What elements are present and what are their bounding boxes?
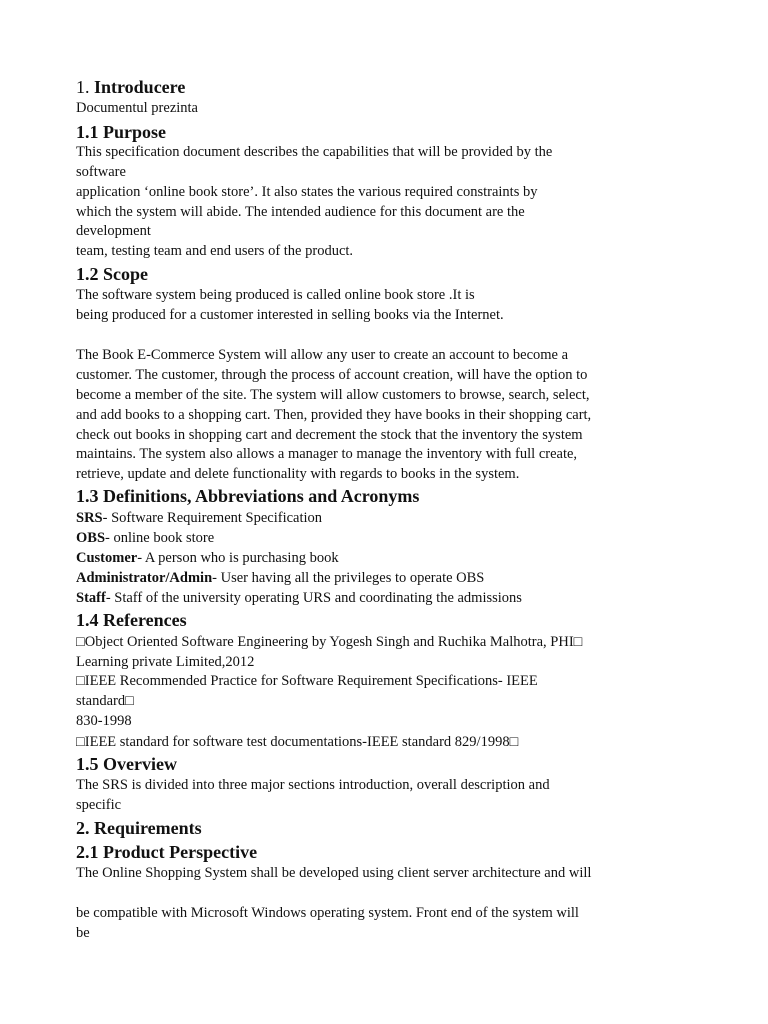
definition-desc: - online book store xyxy=(105,530,215,546)
definition-item xyxy=(76,568,484,588)
scope-paragraph-line: become a member of the site. The system will allow customers to browse, search, select, xyxy=(76,387,590,403)
scope-line: being produced for a customer interested in selling books via the Internet. xyxy=(76,307,504,323)
reference-line: standard□ xyxy=(76,693,134,709)
definition-term: Administrator/Admin xyxy=(76,570,213,586)
heading-references: 1.4 References xyxy=(76,610,187,630)
reference-line: Learning private Limited,2012 xyxy=(76,654,255,670)
definition-desc: - Staff of the university operating URS and coordinating the admissions xyxy=(105,590,522,606)
perspective-line: be compatible with Microsoft Windows operating system. Front end of the system will xyxy=(76,905,579,921)
heading-scope: 1.2 Scope xyxy=(76,264,148,284)
definition-desc: - A person who is purchasing book xyxy=(137,550,339,566)
scope-paragraph-line: The Book E-Commerce System will allow any user to create an account to become a xyxy=(76,347,569,363)
definition-item xyxy=(76,508,322,528)
reference-line: 830-1998 xyxy=(76,713,132,729)
definition-item xyxy=(76,548,339,568)
definition-term: Staff xyxy=(76,590,106,606)
intro-text: Documentul prezinta xyxy=(76,100,198,116)
scope-paragraph-line: check out books in shopping cart and decrement the stock that the inventory the system xyxy=(76,427,583,443)
definition-term: OBS xyxy=(76,530,106,546)
heading-requirements: 2. Requirements xyxy=(76,818,202,838)
reference-line: □IEEE standard for software test documentations-IEEE standard 829/1998□ xyxy=(76,734,519,750)
heading-definitions: 1.3 Definitions, Abbreviations and Acronyms xyxy=(76,486,420,506)
definition-item xyxy=(76,528,214,548)
definition-item xyxy=(76,588,522,608)
heading-title: Introducere xyxy=(94,77,186,97)
definition-term: Customer xyxy=(76,550,138,566)
definition-desc: - Software Requirement Specification xyxy=(102,510,323,526)
reference-line: □IEEE Recommended Practice for Software Requirement Specifications- IEEE xyxy=(76,673,538,689)
scope-paragraph-line: retrieve, update and delete functionality with regards to books in the system. xyxy=(76,466,520,482)
scope-paragraph-line: maintains. The system also allows a manager to manage the inventory with full create, xyxy=(76,446,578,462)
definition-desc: - User having all the privileges to operate OBS xyxy=(212,570,485,586)
definition-term: SRS xyxy=(76,510,103,526)
purpose-line: development xyxy=(76,223,151,239)
heading-purpose: 1.1 Purpose xyxy=(76,122,166,142)
purpose-line: application ‘online book store’. It also states the various required constraints by xyxy=(76,184,538,200)
purpose-line: which the system will abide. The intended audience for this document are the xyxy=(76,204,525,220)
purpose-line: software xyxy=(76,164,126,180)
scope-line: The software system being produced is called online book store .It is xyxy=(76,287,475,303)
heading-number: 1. xyxy=(76,77,94,97)
perspective-line: be xyxy=(76,925,90,941)
heading-introducere xyxy=(76,76,185,98)
heading-product-perspective: 2.1 Product Perspective xyxy=(76,842,258,862)
purpose-line: This specification document describes the capabilities that will be provided by the xyxy=(76,144,553,160)
purpose-line: team, testing team and end users of the product. xyxy=(76,243,354,259)
perspective-line: The Online Shopping System shall be developed using client server architecture and will xyxy=(76,865,592,881)
reference-line: □Object Oriented Software Engineering by Yogesh Singh and Ruchika Malhotra, PHI□ xyxy=(76,634,583,650)
overview-line: specific xyxy=(76,797,122,813)
scope-paragraph-line: and add books to a shopping cart. Then, provided they have books in their shopping cart, xyxy=(76,407,592,423)
scope-paragraph-line: customer. The customer, through the process of account creation, will have the option to xyxy=(76,367,588,383)
heading-overview: 1.5 Overview xyxy=(76,754,177,774)
overview-line: The SRS is divided into three major sections introduction, overall description and xyxy=(76,777,550,793)
